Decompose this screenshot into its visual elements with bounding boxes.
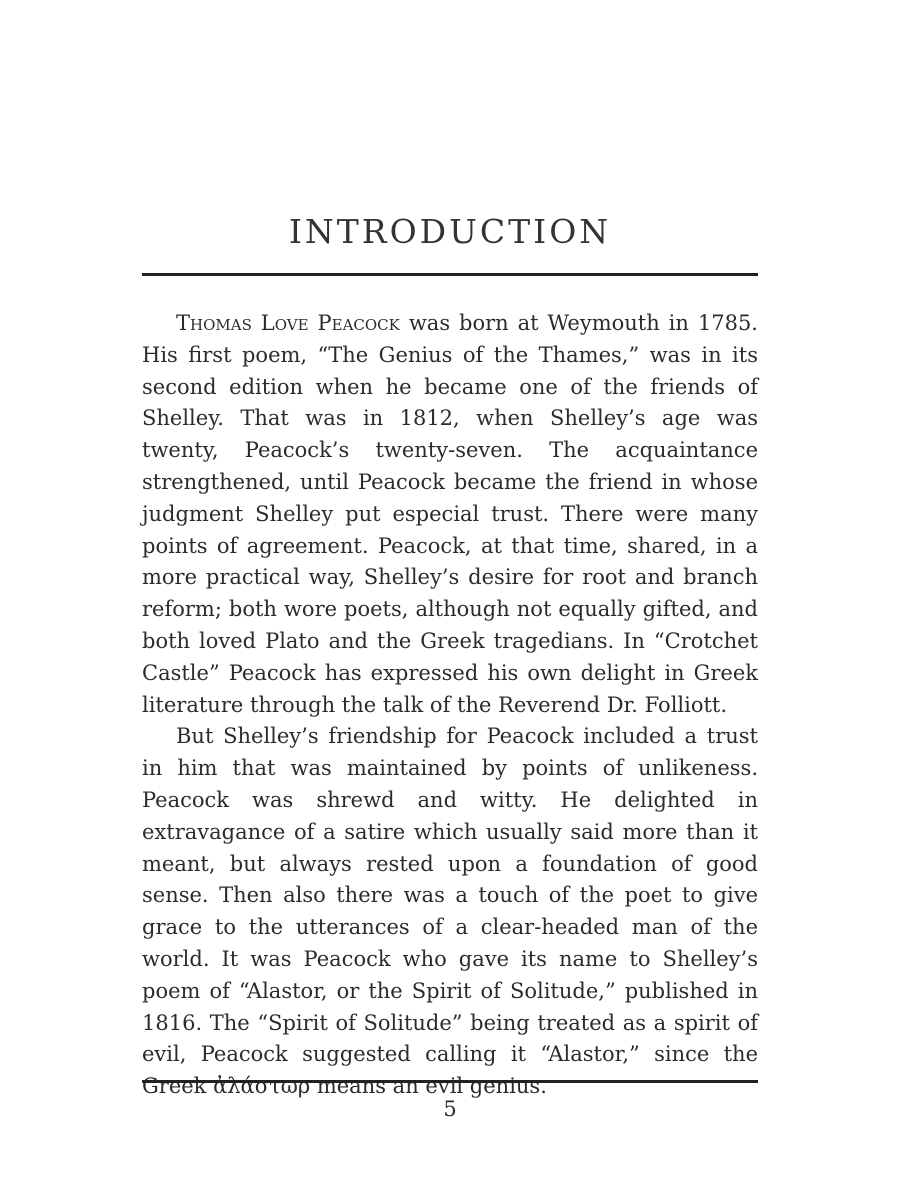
page-title: INTRODUCTION (288, 212, 612, 251)
author-name-smallcaps: Thomas Love Peacock (176, 311, 400, 335)
body-text (142, 308, 758, 1103)
paragraph-1-text: was born at Weymouth in 1785. His first poem, “The Genius of the Thames,” was in its second edition when he became one of the friends of Shelley. That was in 1812, when Shelley’s age was twenty, Peacock’s twenty-seven. The acquaintance strengthened, until Peacock became the friend in whose judgment Shelley put especial trust. There were many points of agreement. Peacock, at that time, shared, in a more practical way, Shelley’s desire for root and branch reform; both wore poets, although not equally gifted, and both loved Plato and the Greek tragedians. In “Crotchet Castle” Peacock has expressed his own delight in Greek literature through the talk of the Reverend Dr. Folliott. (142, 311, 758, 717)
page-number: 5 (443, 1097, 457, 1121)
bottom-rule (142, 1080, 758, 1083)
top-rule (142, 273, 758, 276)
paragraph-1 (142, 308, 758, 721)
paragraph-2: But Shelley’s friendship for Peacock included a trust in him that was maintained by points of unlikeness. Peacock was shrewd and witty. He delighted in extravagance of a satire which usually said more than it meant, but always rested upon a foundation of good sense. Then also there was a touch of the poet to give grace to the utterances of a clear-headed man of the world. It was Peacock who gave its name to Shelley’s poem of “Alastor, or the Spirit of Solitude,” published in 1816. The “Spirit of Solitude” being treated as a spirit of evil, Peacock suggested calling it “Alastor,” since the Greek ἀλάστωρ means an evil genius. (142, 724, 758, 1099)
